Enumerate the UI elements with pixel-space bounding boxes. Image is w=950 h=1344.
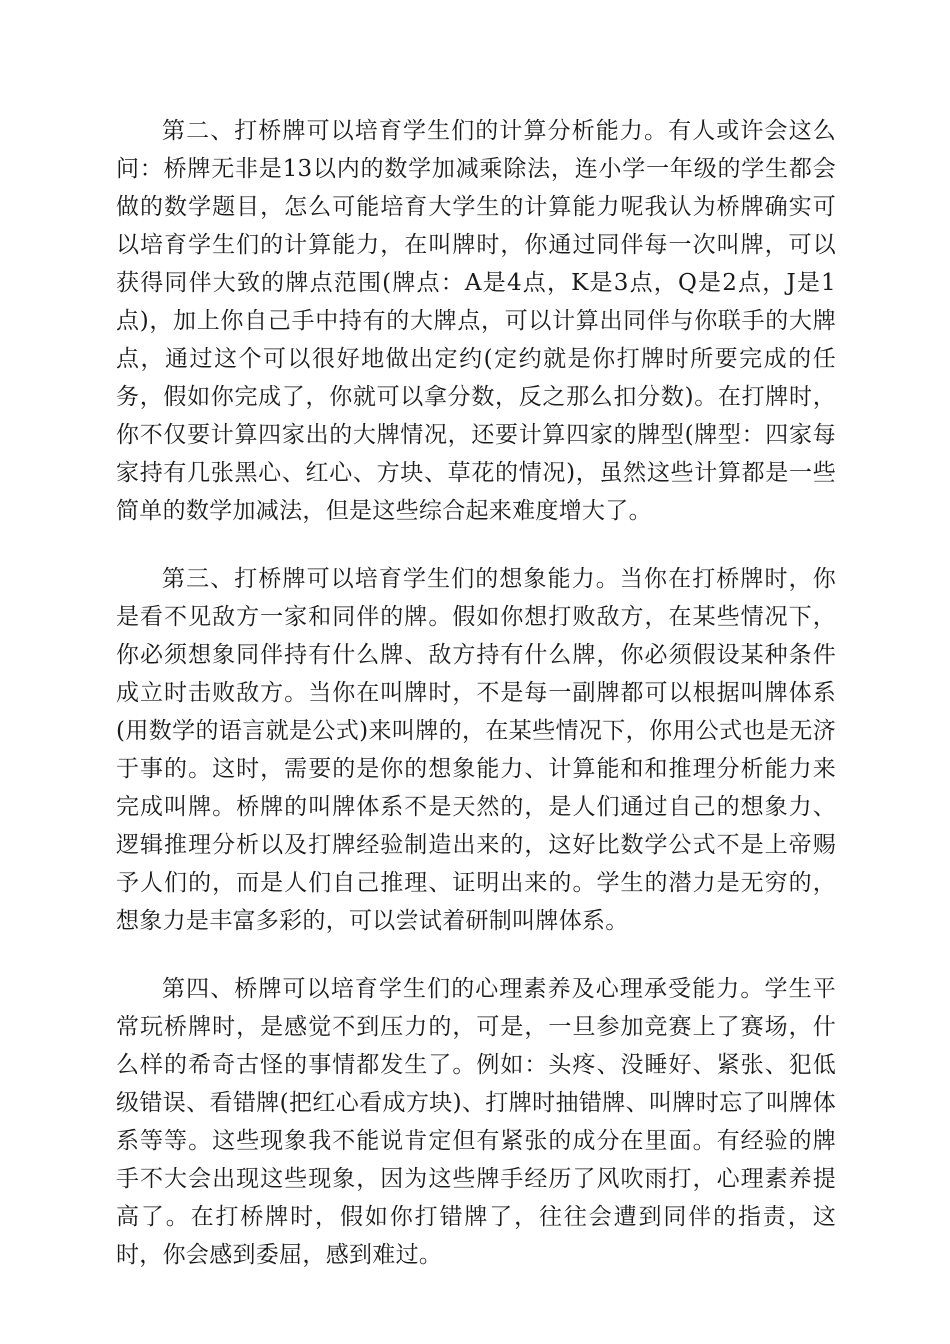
paragraph-calculation-ability: 第二、打桥牌可以培育学生们的计算分析能力。有人或许会这么问：桥牌无非是13以内的数学加减乘除法，连小学一年级的学生都会做的数学题目，怎么可能培育大学生的计算能力呢我认为桥牌确实可以培育学生们的计算能力，在叫牌时，你通过同伴每一次叫牌，可以获得同伴大致的牌点范围(牌点：A是4点，K是3点，Q是2点，J是1点)，加上你自己手中持有的大牌点，可以计算出同伴与你联手的大牌点，通过这个可以很好地做出定约(定约就是你打牌时所要完成的任务，假如你完成了，你就可以拿分数，反之那么扣分数)。在打牌时，你不仅要计算四家出的大牌情况，还要计算四家的牌型(牌型：四家每家持有几张黑心、红心、方块、草花的情况)，虽然这些计算都是一些简单的数学加减法，但是这些综合起来难度增大了。 [116, 118, 836, 524]
document-page [116, 112, 836, 1304]
paragraph-imagination-ability: 第三、打桥牌可以培育学生们的想象能力。当你在打桥牌时，你是看不见敌方一家和同伴的牌。假如你想打败敌方，在某些情况下，你必须想象同伴持有什么牌、敌方持有什么牌，你必须假设某种条件成立时击败敌方。当你在叫牌时，不是每一副牌都可以根据叫牌体系(用数学的语言就是公式)来叫牌的，在某些情况下，你用公式也是无济于事的。这时，需要的是你的想象能力、计算能和和推理分析能力来完成叫牌。桥牌的叫牌体系不是天然的，是人们通过自己的想象力、逻辑推理分析以及打牌经验制造出来的，这好比数学公式不是上帝赐予人们的，而是人们自己推理、证明出来的。学生的潜力是无穷的，想象力是丰富多彩的，可以尝试着研制叫牌体系。 [116, 566, 836, 934]
paragraph-psychological-quality: 第四、桥牌可以培育学生们的心理素养及心理承受能力。学生平常玩桥牌时，是感觉不到压力的，可是，一旦参加竞赛上了赛场，什么样的希奇古怪的事情都发生了。例如：头疼、没睡好、紧张、犯低级错误、看错牌(把红心看成方块)、打牌时抽错牌、叫牌时忘了叫牌体系等等。这些现象我不能说肯定但有紧张的成分在里面。有经验的牌手不大会出现这些现象，因为这些牌手经历了风吹雨打，心理素养提高了。在打桥牌时，假如你打错牌了，往往会遭到同伴的指责，这时，你会感到委屈，感到难过。 [116, 976, 836, 1268]
